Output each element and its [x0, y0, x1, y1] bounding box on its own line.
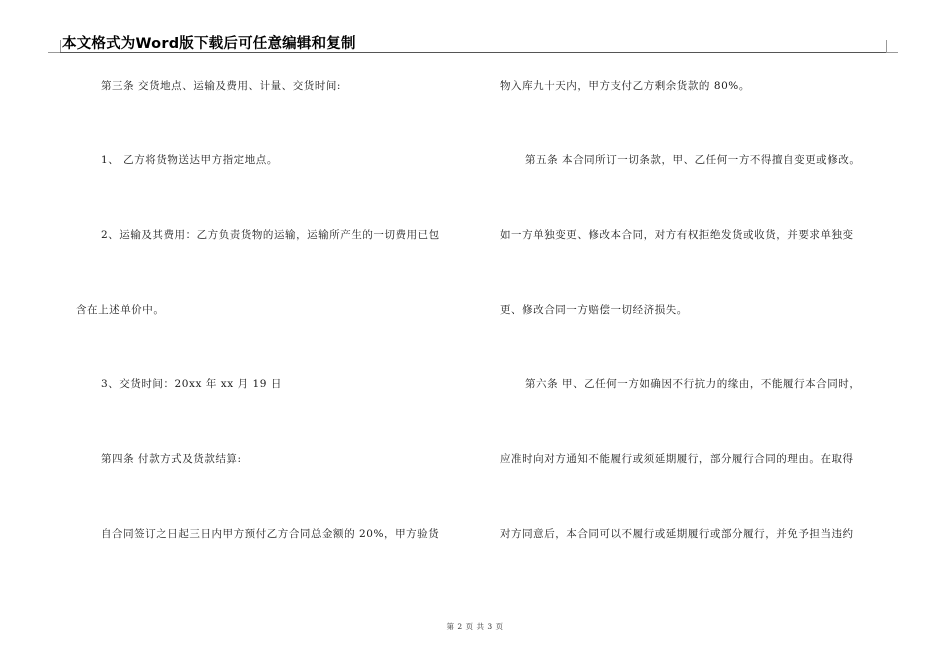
left-line-item-3: 3、交货时间：20xx 年 xx 月 19 日	[101, 378, 282, 390]
right-line-article-5-continued-1: 如一方单独变更、修改本合同，对方有权拒绝发货或收货，并要求单独变	[500, 229, 854, 241]
left-line-item-2-continued: 含在上述单价中。	[76, 304, 165, 316]
left-line-item-1: 1、 乙方将货物送达甲方指定地点。	[101, 154, 278, 166]
crop-mark-top-left-horizontal	[48, 52, 60, 53]
right-line-article-5-continued-2: 更、修改合同一方赔偿一切经济损失。	[500, 304, 688, 316]
right-line-article-6-continued-2: 对方同意后，本合同可以不履行或延期履行或部分履行，并免予担当违约	[500, 528, 854, 540]
crop-mark-top-left-vertical	[60, 40, 61, 52]
page-number-footer: 第 2 页 共 3 页	[446, 622, 504, 631]
right-line-article-6-continued-1: 应准时向对方通知不能履行或须延期履行，部分履行合同的理由。在取得	[500, 453, 854, 465]
left-line-payment-terms: 自合同签订之日起三日内甲方预付乙方合同总金额的 20%，甲方验货	[101, 528, 440, 540]
left-line-item-2: 2、运输及其费用：乙方负责货物的运输，运输所产生的一切费用已包	[101, 229, 440, 241]
right-line-article-6: 第六条 甲、乙任何一方如确因不行抗力的缘由，不能履行本合同时，	[525, 378, 861, 390]
right-line-article-5: 第五条 本合同所订一切条款，甲、乙任何一方不得擅自变更或修改。	[525, 154, 861, 166]
header-divider	[60, 52, 886, 53]
page-header-title: 本文格式为Word版下载后可任意编辑和复制	[62, 36, 356, 52]
crop-mark-top-right-vertical	[886, 40, 887, 52]
left-line-article-4-heading: 第四条 付款方式及货款结算:	[101, 453, 242, 465]
right-line-payment-terms-continued: 物入库九十天内，甲方支付乙方剩余货款的 80%。	[500, 80, 750, 92]
crop-mark-top-right-horizontal	[886, 52, 898, 53]
left-line-article-3-heading: 第三条 交货地点、运输及费用、计量、交货时间:	[101, 80, 342, 92]
